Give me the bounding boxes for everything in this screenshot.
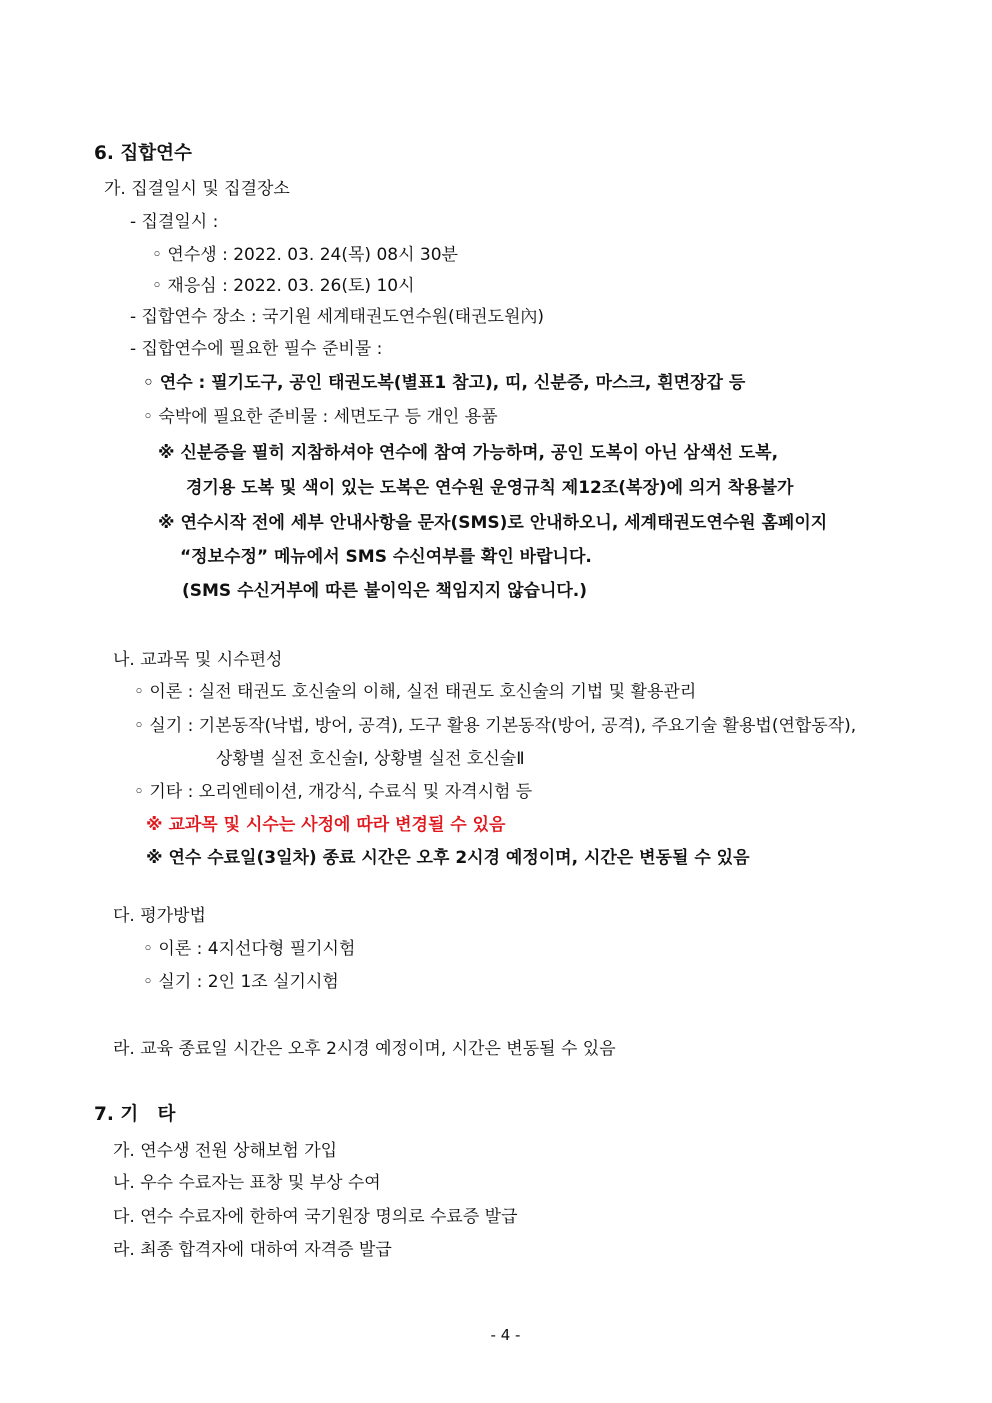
assembly-place: - 집합연수 장소 : 국기원 세계태권도연수원(태권도원內) <box>130 307 545 327</box>
evaluation-practice: ◦ 실기 : 2인 1조 실기시험 <box>143 972 339 992</box>
section-7-na: 나. 우수 수료자는 표창 및 부상 수여 <box>113 1173 381 1193</box>
assembly-date-trainee: ◦ 연수생 : 2022. 03. 24(목) 08시 30분 <box>152 245 458 265</box>
required-items-training: ◦ 연수 : 필기도구, 공인 태권도복(별표1 참고), 띠, 신분증, 마스크, 흰면장갑 등 <box>143 373 746 393</box>
sms-note-line2: “정보수정” 메뉴에서 SMS 수신여부를 확인 바랍니다. <box>180 547 592 567</box>
page-number: - 4 - <box>490 1326 521 1344</box>
assembly-date-retest: ◦ 재응심 : 2022. 03. 26(토) 10시 <box>152 276 415 296</box>
id-uniform-note-line1: ※ 신분증을 필히 지참하셔야 연수에 참여 가능하며, 공인 도복이 아닌 삼색선 도복, <box>158 443 779 463</box>
curriculum-practice-line2: 상황별 실전 호신술Ⅰ, 상황별 실전 호신술Ⅱ <box>216 749 525 769</box>
section-6-ra: 라. 교육 종료일 시간은 오후 2시경 예정이며, 시간은 변동될 수 있음 <box>113 1039 616 1059</box>
curriculum-etc: ◦ 기타 : 오리엔테이션, 개강식, 수료식 및 자격시험 등 <box>134 782 533 802</box>
section-6-na-heading: 나. 교과목 및 시수편성 <box>113 650 283 670</box>
sms-note-line3: (SMS 수신거부에 따른 불이익은 책임지지 않습니다.) <box>182 581 588 601</box>
completion-time-note: ※ 연수 수료일(3일차) 종료 시간은 오후 2시경 예정이며, 시간은 변동될 수 있음 <box>146 848 750 868</box>
section-7-ra: 라. 최종 합격자에 대하여 자격증 발급 <box>113 1240 392 1260</box>
section-6-title: 6. 집합연수 <box>94 143 192 164</box>
curriculum-theory: ◦ 이론 : 실전 태권도 호신술의 이해, 실전 태권도 호신술의 기법 및 활용관리 <box>134 682 697 702</box>
section-6-ga-heading: 가. 집결일시 및 집결장소 <box>104 179 290 199</box>
required-items-lodging: ◦ 숙박에 필요한 준비물 : 세면도구 등 개인 용품 <box>143 407 498 427</box>
required-items-label: - 집합연수에 필요한 필수 준비물 : <box>130 339 383 359</box>
sms-note-line1: ※ 연수시작 전에 세부 안내사항을 문자(SMS)로 안내하오니, 세계태권도연수원 홈페이지 <box>158 513 828 533</box>
evaluation-theory: ◦ 이론 : 4지선다형 필기시험 <box>143 939 356 959</box>
curriculum-practice-line1: ◦ 실기 : 기본동작(낙법, 방어, 공격), 도구 활용 기본동작(방어, 공격), 주요기술 활용법(연합동작), <box>134 716 857 736</box>
section-7-title: 7. 기 타 <box>94 1104 176 1125</box>
section-7-ga: 가. 연수생 전원 상해보험 가입 <box>113 1141 338 1161</box>
id-uniform-note-line2: 경기용 도복 및 색이 있는 도복은 연수원 운영규칙 제12조(복장)에 의거 착용불가 <box>186 478 794 498</box>
section-6-da-heading: 다. 평가방법 <box>113 906 206 926</box>
section-7-da: 다. 연수 수료자에 한하여 국기원장 명의로 수료증 발급 <box>113 1207 518 1227</box>
curriculum-change-note: ※ 교과목 및 시수는 사정에 따라 변경될 수 있음 <box>146 815 506 835</box>
assembly-date-label: - 집결일시 : <box>130 212 219 232</box>
